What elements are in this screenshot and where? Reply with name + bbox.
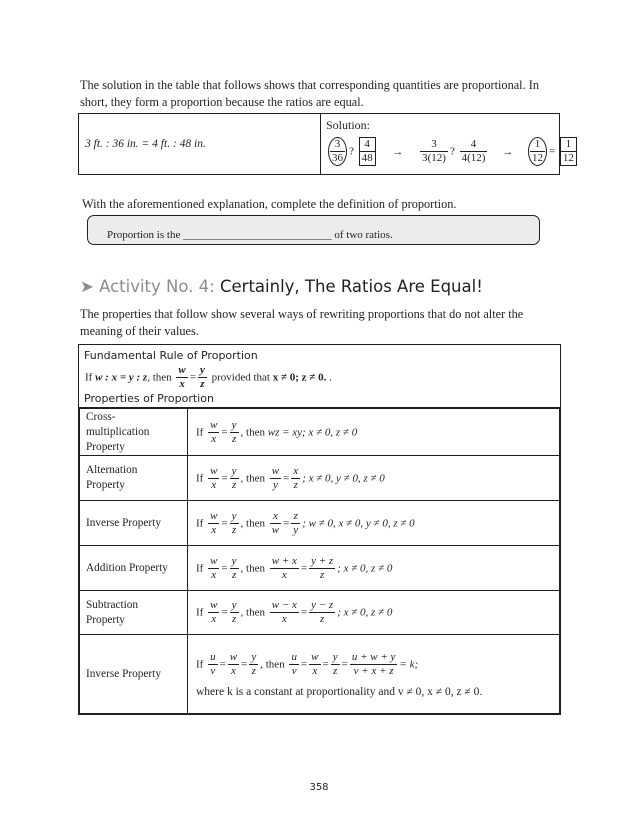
intro-paragraph: The solution in the table that follows shows that corresponding quantities are proportional. In short, they form a proportion because the ratios are equal. xyxy=(80,78,539,109)
activity-arrow-icon: ➤ xyxy=(80,277,94,296)
subtraction-formula: If $\frac{w}{x}$ = $\frac{y}{z}$ , then $\frac{w - x}{x}$ = $\frac{y - z}{z}$ ; x ≠ 0, z ≠ 0 xyxy=(188,591,560,635)
solution-left-text: 3 ft. : 36 in. = 4 ft. : 48 in. xyxy=(85,138,206,150)
cross-formula: If $\frac{w}{x}$ = $\frac{y}{z}$ , then wz = xy; x ≠ 0, z ≠ 0 xyxy=(188,409,560,456)
properties-table xyxy=(78,344,561,715)
row-inverse-2 xyxy=(80,635,560,714)
solution-steps: $\frac{3}{36}$ ? $\frac{4}{48}$ → $\frac{3}{3(12)}$ ? $\frac{4}{4(12)}$ → $\frac{1}{12}$ = $\frac{1}{12}$ xyxy=(326,137,579,166)
row-inverse xyxy=(80,501,560,546)
inverse2-where: where k is a constant at proportionality and v ≠ 0, x ≠ 0, z ≠ 0. xyxy=(196,685,483,698)
fundamental-section xyxy=(79,345,560,408)
properties-title: Properties of Proportion xyxy=(84,392,214,405)
page-number: 358 xyxy=(309,782,329,793)
fraction-3-36: $\frac{3}{36}$ xyxy=(328,137,347,166)
cross-name: Cross- multiplication Property xyxy=(80,409,188,456)
fundamental-title: Fundamental Rule of Proportion xyxy=(84,349,258,362)
addition-formula: If $\frac{w}{x}$ = $\frac{y}{z}$ , then $\frac{w + x}{x}$ = $\frac{y + z}{z}$ ; x ≠ 0, z ≠ 0 xyxy=(188,546,560,591)
inverse2-name: Inverse Property xyxy=(80,635,188,714)
row-subtraction xyxy=(80,591,560,635)
activity-label: Activity No. 4: xyxy=(99,277,215,296)
definition-prefix: Proportion is the xyxy=(107,229,181,241)
properties-intro: The properties that follow show several ways of rewriting proportions that do not alter the meaning of their values. xyxy=(80,307,524,338)
solution-table xyxy=(78,113,574,175)
row-alternation xyxy=(80,456,560,501)
fundamental-statement: If w : x = y : z, then $\frac{w}{x}$ = $\frac{y}{z}$ provided that x ≠ 0; z ≠ 0. . xyxy=(85,364,332,390)
arrow-icon: → xyxy=(392,145,404,158)
alternation-name: Alternation Property xyxy=(80,456,188,501)
alternation-formula: If $\frac{w}{x}$ = $\frac{y}{z}$ , then $\frac{w}{y}$ = $\frac{x}{z}$ ; x ≠ 0, y ≠ 0, z ≠ 0 xyxy=(188,456,560,501)
fraction-1-12-boxed: $\frac{1}{12}$ xyxy=(560,137,577,166)
solution-label: Solution: xyxy=(326,118,371,132)
properties-grid xyxy=(79,408,560,714)
row-addition xyxy=(80,546,560,591)
fraction-4-4x12: $\frac{4}{4(12)}$ xyxy=(461,138,486,164)
definition-sentence xyxy=(107,229,393,241)
inverse-formula: If $\frac{w}{x}$ = $\frac{y}{z}$ , then $\frac{x}{w}$ = $\frac{z}{y}$ ; w ≠ 0, x ≠ 0, y ≠ 0, z ≠ 0 xyxy=(188,501,560,546)
activity-heading xyxy=(80,277,483,296)
definition-suffix: of two ratios. xyxy=(334,229,393,241)
activity-title: Certainly, The Ratios Are Equal! xyxy=(219,277,483,296)
fraction-3-3x12: $\frac{3}{3(12)}$ xyxy=(422,138,446,164)
inverse2-formula: If $\frac{u}{v}$ = $\frac{w}{x}$ = $\frac{y}{z}$ , then $\frac{u}{v}$ = $\frac{w}{x}$ = $\frac{y}{z}$ = $\frac{u + w + y}{v + x + z}$ = k; where k is a constant at proportionality and v ≠ 0, x ≠ 0, z ≠ 0. xyxy=(188,635,560,714)
row-cross-multiplication xyxy=(80,409,560,456)
subtraction-name: Subtraction Property xyxy=(80,591,188,635)
fraction-4-48: $\frac{4}{48}$ xyxy=(359,137,376,166)
addition-name: Addition Property xyxy=(80,546,188,591)
arrow-icon: → xyxy=(502,145,514,158)
solution-divider xyxy=(320,114,321,174)
fraction-1-12-circled: $\frac{1}{12}$ xyxy=(528,137,547,166)
definition-box xyxy=(87,215,540,245)
definition-blank[interactable]: ___________________________ xyxy=(183,229,332,241)
instruction-text: With the aforementioned explanation, complete the definition of proportion. xyxy=(82,197,457,211)
inverse-name: Inverse Property xyxy=(80,501,188,546)
